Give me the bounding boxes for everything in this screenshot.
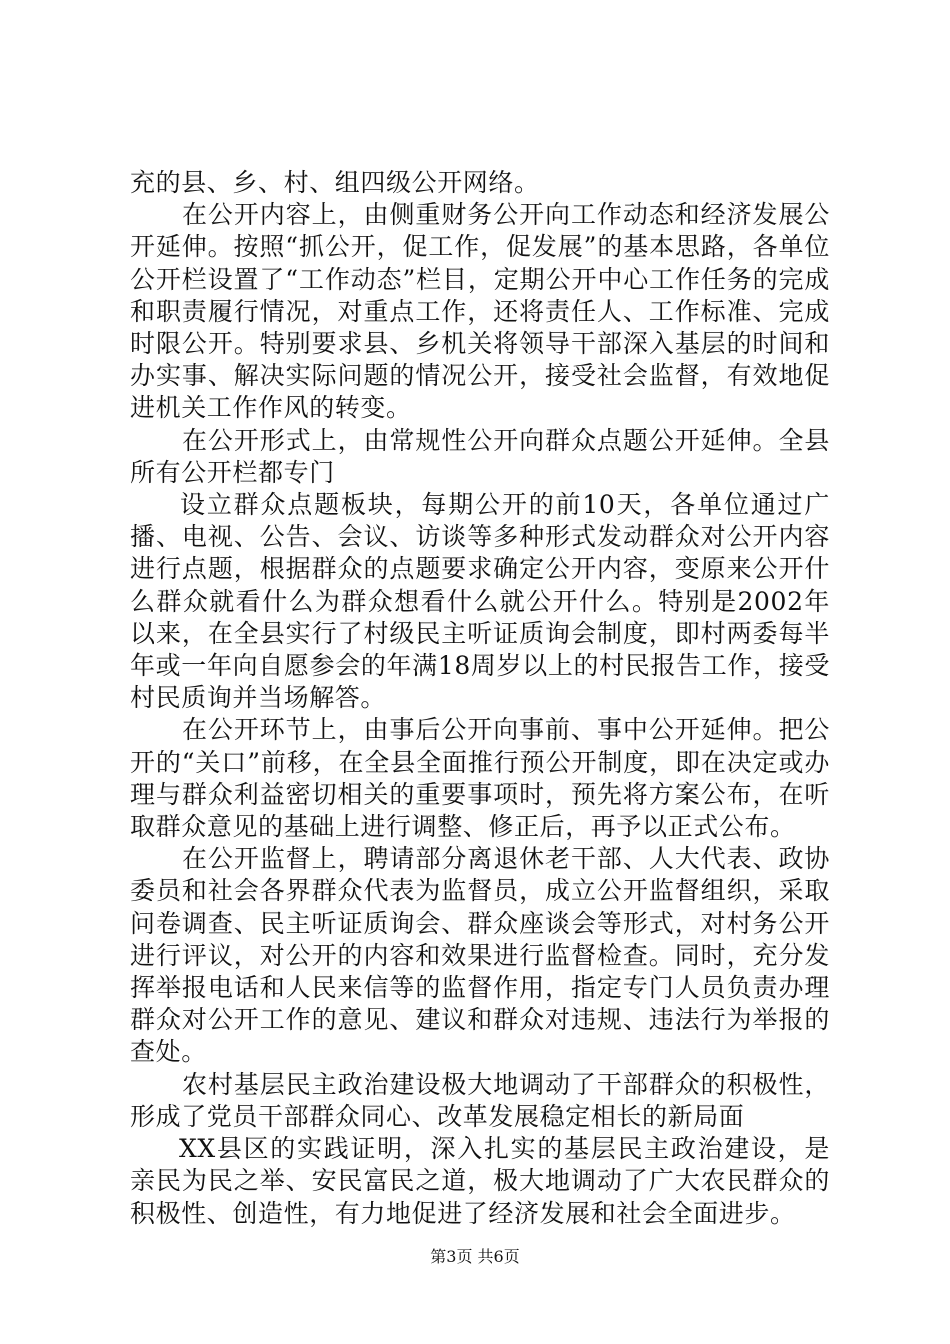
paragraph-democracy-result: 农村基层民主政治建设极大地调动了干部群众的积极性，形成了党员干部群众同心、改革发展稳定相长的新局面 [130, 1069, 830, 1131]
paragraph-continuation: 充的县、乡、村、组四级公开网络。 [130, 168, 540, 197]
paragraph-content-disclosure: 在公开内容上，由侧重财务公开向工作动态和经济发展公开延伸。按照“抓公开，促工作，促发展”的基本思路，各单位公开栏设置了“工作动态”栏目，定期公开中心工作任务的完成和职责履行情况，对重点工作，还将责任人、工作标准、完成时限公开。特别要求县、乡机关将领导干部深入基层的时间和办实事、解决实际问题的情况公开，接受社会监督，有效地促进机关工作作风的转变。 [130, 200, 830, 423]
paragraph-disclosure-supervision: 在公开监督上，聘请部分离退休老干部、人大代表、政协委员和社会各界群众代表为监督员，成立公开监督组织，采取问卷调查、民主听证质询会、群众座谈会等形式，对村务公开进行评议，对公开的内容和效果进行监督检查。同时，充分发挥举报电话和人民来信等的监督作用，指定专门人员负责办理群众对公开工作的意见、建议和群众对违规、违法行为举报的查处。 [130, 844, 830, 1067]
paragraph-practice-proof: XX县区的实践证明，深入扎实的基层民主政治建设，是亲民为民之举、安民富民之道，极大地调动了广大农民群众的积极性、创造性，有力地促进了经济发展和社会全面进步。 [130, 1134, 830, 1228]
paragraph-disclosure-stage: 在公开环节上，由事后公开向事前、事中公开延伸。把公开的“关口”前移，在全县全面推行预公开制度，即在决定或办理与群众利益密切相关的重要事项时，预先将方案公布，在听取群众意见的基础上进行调整、修正后，再予以正式公布。 [130, 715, 830, 842]
paragraph-disclosure-form: 在公开形式上，由常规性公开向群众点题公开延伸。全县所有公开栏都专门 [130, 425, 830, 487]
page-number-footer: 第3页 共6页 [430, 1247, 520, 1266]
document-body [130, 167, 830, 1230]
paragraph-topic-board: 设立群众点题板块，每期公开的前10天，各单位通过广播、电视、公告、会议、访谈等多种形式发动群众对公开内容进行点题，根据群众的点题要求确定公开内容，变原来公开什么群众就看什么为群众想看什么就公开什么。特别是2002年以来，在全县实行了村级民主听证质询会制度，即村两委每半年或一年向自愿参会的年满18周岁以上的村民报告工作，接受村民质询并当场解答。 [130, 490, 830, 713]
